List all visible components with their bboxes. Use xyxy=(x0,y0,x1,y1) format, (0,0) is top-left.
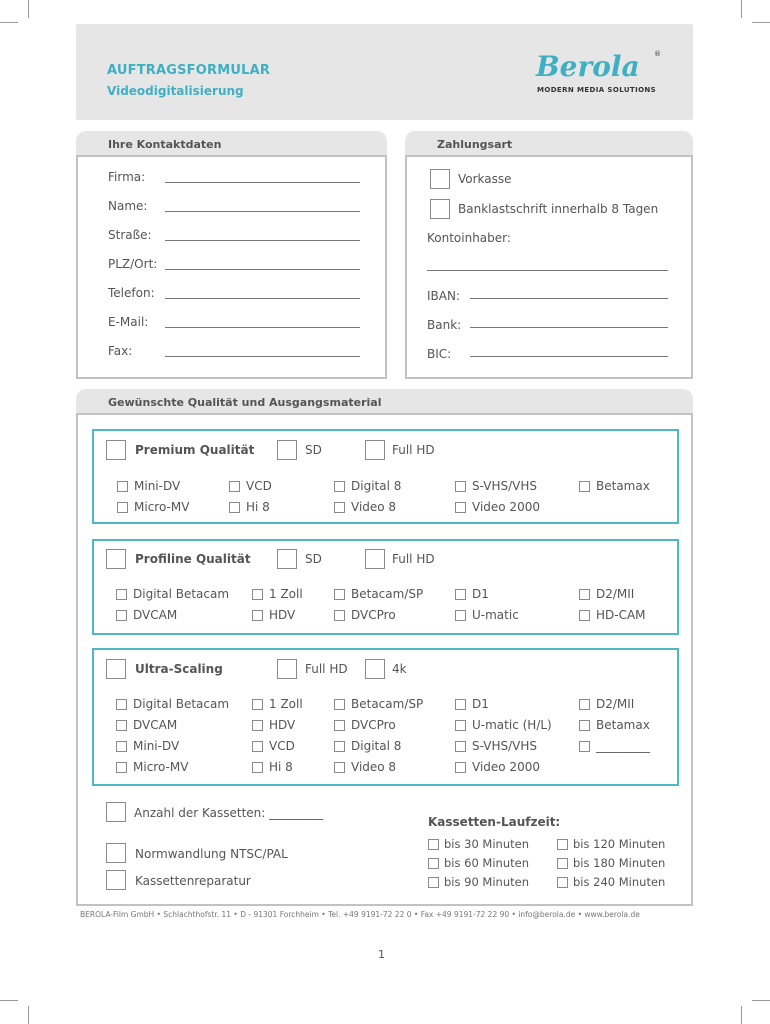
ultra-format-checkbox[interactable] xyxy=(334,699,345,710)
ultra-format-label: D1 xyxy=(472,697,489,711)
profiline-format-checkbox[interactable] xyxy=(116,610,127,621)
ultra-format-label: HDV xyxy=(269,718,296,732)
page-number: 1 xyxy=(378,948,385,961)
premium-format-label: Micro-MV xyxy=(134,500,190,514)
premium-format-checkbox[interactable] xyxy=(455,502,466,513)
quality-heading: Gewünschte Qualität und Ausgangsmaterial xyxy=(76,389,693,415)
footer-address: BEROLA-Film GmbH • Schlachthofstr. 11 • D - 91301 Forchheim • Tel. +49 9191-72 22 0 • Fax +49 9191-72 22 90 • info@berola.de • www.berola.de xyxy=(80,910,640,919)
ultra-format-checkbox[interactable] xyxy=(334,720,345,731)
contact-field-label: Firma: xyxy=(108,170,146,184)
premium-format-label: Hi 8 xyxy=(246,500,270,514)
premium-format-label: Digital 8 xyxy=(351,479,402,493)
profiline-format-label: DVCPro xyxy=(351,608,396,622)
ultra-format-label: Micro-MV xyxy=(133,760,189,774)
repair-checkbox[interactable] xyxy=(106,870,126,890)
contact-heading: Ihre Kontaktdaten xyxy=(76,131,387,157)
profiline-format-label: D1 xyxy=(472,587,489,601)
crop-mark xyxy=(752,1000,770,1001)
premium-format-checkbox[interactable] xyxy=(229,502,240,513)
ultra-format-checkbox[interactable] xyxy=(455,720,466,731)
contact-field-label: E-Mail: xyxy=(108,315,149,329)
ultra-format-checkbox[interactable] xyxy=(252,720,263,731)
premium-format-checkbox[interactable] xyxy=(455,481,466,492)
prepay-checkbox[interactable] xyxy=(430,169,450,189)
contact-field-label: Straße: xyxy=(108,228,152,242)
profiline-sd-label: SD xyxy=(305,552,322,566)
ultra-format-checkbox[interactable] xyxy=(334,762,345,773)
ultra-fullhd-label: Full HD xyxy=(305,662,348,676)
contact-field-label: Telefon: xyxy=(108,286,155,300)
profiline-format-label: HD-CAM xyxy=(596,608,646,622)
ultra-format-checkbox[interactable] xyxy=(579,741,590,752)
profiline-format-checkbox[interactable] xyxy=(334,589,345,600)
ultra-format-checkbox[interactable] xyxy=(334,741,345,752)
debit-label: Banklastschrift innerhalb 8 Tagen xyxy=(458,202,659,216)
crop-mark xyxy=(28,0,29,18)
runtime-checkbox[interactable] xyxy=(557,858,568,869)
account-holder-label: Kontoinhaber: xyxy=(427,231,511,245)
ntsc-checkbox[interactable] xyxy=(106,843,126,863)
profiline-format-checkbox[interactable] xyxy=(579,589,590,600)
profiline-title: Profiline Qualität xyxy=(135,552,251,566)
ultra-format-label: Hi 8 xyxy=(269,760,293,774)
ultra-format-label: D2/MII xyxy=(596,697,635,711)
ultra-format-checkbox[interactable] xyxy=(455,762,466,773)
profiline-format-checkbox[interactable] xyxy=(116,589,127,600)
bic-label: BIC: xyxy=(427,347,452,361)
premium-format-checkbox[interactable] xyxy=(334,481,345,492)
crop-mark xyxy=(0,1000,18,1001)
runtime-checkbox[interactable] xyxy=(428,858,439,869)
profiline-format-label: U-matic xyxy=(472,608,519,622)
ultra-format-checkbox[interactable] xyxy=(116,762,127,773)
iban-field[interactable] xyxy=(470,298,668,299)
contact-field-input[interactable] xyxy=(165,211,360,212)
profiline-format-label: Digital Betacam xyxy=(133,587,230,601)
contact-field-label: PLZ/Ort: xyxy=(108,257,158,271)
premium-sd-label: SD xyxy=(305,443,322,457)
premium-format-label: VCD xyxy=(246,479,272,493)
profiline-format-checkbox[interactable] xyxy=(579,610,590,621)
page-title: AUFTRAGSFORMULAR xyxy=(107,63,271,78)
contact-field-label: Name: xyxy=(108,199,148,213)
premium-format-label: S-VHS/VHS xyxy=(472,479,537,493)
ultra-4k-checkbox[interactable] xyxy=(365,659,385,679)
premium-format-label: Betamax xyxy=(596,479,650,493)
contact-field-input[interactable] xyxy=(165,298,360,299)
premium-format-label: Mini-DV xyxy=(134,479,181,493)
iban-label: IBAN: xyxy=(427,289,460,303)
profiline-sd-checkbox[interactable] xyxy=(277,549,297,569)
debit-checkbox[interactable] xyxy=(430,199,450,219)
contact-field-input[interactable] xyxy=(165,240,360,241)
crop-mark xyxy=(752,22,770,23)
ultra-format-checkbox[interactable] xyxy=(455,699,466,710)
ultra-checkbox[interactable] xyxy=(106,659,126,679)
page-subtitle: Videodigitalisierung xyxy=(107,84,244,98)
premium-sd-checkbox[interactable] xyxy=(277,440,297,460)
cassette-count-checkbox[interactable] xyxy=(106,802,126,822)
runtime-checkbox[interactable] xyxy=(557,839,568,850)
profiline-format-checkbox[interactable] xyxy=(252,610,263,621)
ultra-format-label: Mini-DV xyxy=(133,739,180,753)
ultra-format-checkbox[interactable] xyxy=(116,720,127,731)
svg-text:Berola: Berola xyxy=(536,50,640,83)
payment-heading: Zahlungsart xyxy=(405,131,693,157)
profiline-format-label: 1 Zoll xyxy=(269,587,303,601)
account-holder-field[interactable] xyxy=(427,270,668,271)
ultra-format-label: Betacam/SP xyxy=(351,697,424,711)
runtime-title: Kassetten-Laufzeit: xyxy=(428,815,561,829)
bic-field[interactable] xyxy=(470,356,668,357)
premium-fullhd-label: Full HD xyxy=(392,443,435,457)
premium-format-checkbox[interactable] xyxy=(334,502,345,513)
repair-label: Kassettenreparatur xyxy=(135,874,251,888)
runtime-checkbox[interactable] xyxy=(428,877,439,888)
bank-field[interactable] xyxy=(470,327,668,328)
ultra-format-label: U-matic (H/L) xyxy=(472,718,552,732)
ultra-format-label: _________ xyxy=(596,739,650,753)
profiline-format-label: DVCAM xyxy=(133,608,178,622)
bank-label: Bank: xyxy=(427,318,462,332)
profiline-format-checkbox[interactable] xyxy=(455,589,466,600)
premium-format-label: Video 2000 xyxy=(472,500,540,514)
ultra-format-checkbox[interactable] xyxy=(579,720,590,731)
prepay-label: Vorkasse xyxy=(458,172,512,186)
ultra-format-label: VCD xyxy=(269,739,295,753)
runtime-label: bis 180 Minuten xyxy=(573,856,666,870)
ultra-format-label: Video 8 xyxy=(351,760,397,774)
premium-fullhd-checkbox[interactable] xyxy=(365,440,385,460)
runtime-label: bis 60 Minuten xyxy=(444,856,529,870)
contact-field-label: Fax: xyxy=(108,344,133,358)
crop-mark xyxy=(741,1006,742,1024)
premium-format-checkbox[interactable] xyxy=(117,481,128,492)
profiline-format-label: D2/MII xyxy=(596,587,635,601)
logo-tagline: MODERN MEDIA SOLUTIONS xyxy=(537,86,657,94)
svg-text:®: ® xyxy=(654,50,661,58)
profiline-checkbox[interactable] xyxy=(106,549,126,569)
runtime-label: bis 120 Minuten xyxy=(573,837,666,851)
contact-field-input[interactable] xyxy=(165,269,360,270)
premium-checkbox[interactable] xyxy=(106,440,126,460)
ultra-format-label: 1 Zoll xyxy=(269,697,303,711)
ultra-format-label: Video 2000 xyxy=(472,760,540,774)
ultra-format-label: Betamax xyxy=(596,718,650,732)
berola-logo xyxy=(534,46,664,90)
ultra-format-checkbox[interactable] xyxy=(116,741,127,752)
premium-format-checkbox[interactable] xyxy=(229,481,240,492)
ultra-fullhd-checkbox[interactable] xyxy=(277,659,297,679)
crop-mark xyxy=(741,0,742,18)
ultra-format-checkbox[interactable] xyxy=(579,699,590,710)
runtime-label: bis 90 Minuten xyxy=(444,875,529,889)
profiline-format-checkbox[interactable] xyxy=(252,589,263,600)
profiline-fullhd-label: Full HD xyxy=(392,552,435,566)
crop-mark xyxy=(28,1006,29,1024)
ntsc-label: Normwandlung NTSC/PAL xyxy=(135,847,288,861)
premium-format-checkbox[interactable] xyxy=(579,481,590,492)
ultra-format-checkbox[interactable] xyxy=(116,699,127,710)
ultra-format-label: Digital 8 xyxy=(351,739,402,753)
ultra-format-checkbox[interactable] xyxy=(252,741,263,752)
ultra-format-label: DVCAM xyxy=(133,718,178,732)
runtime-label: bis 240 Minuten xyxy=(573,875,666,889)
ultra-format-checkbox[interactable] xyxy=(252,699,263,710)
runtime-label: bis 30 Minuten xyxy=(444,837,529,851)
ultra-format-checkbox[interactable] xyxy=(252,762,263,773)
ultra-format-label: S-VHS/VHS xyxy=(472,739,537,753)
premium-format-label: Video 8 xyxy=(351,500,397,514)
profiline-format-checkbox[interactable] xyxy=(455,610,466,621)
ultra-format-label: Digital Betacam xyxy=(133,697,230,711)
contact-field-input[interactable] xyxy=(165,356,360,357)
ultra-format-label: DVCPro xyxy=(351,718,396,732)
profiline-format-label: Betacam/SP xyxy=(351,587,424,601)
ultra-format-checkbox[interactable] xyxy=(455,741,466,752)
profiline-fullhd-checkbox[interactable] xyxy=(365,549,385,569)
runtime-checkbox[interactable] xyxy=(557,877,568,888)
contact-field-input[interactable] xyxy=(165,182,360,183)
profiline-format-label: HDV xyxy=(269,608,296,622)
profiline-format-checkbox[interactable] xyxy=(334,610,345,621)
runtime-checkbox[interactable] xyxy=(428,839,439,850)
ultra-4k-label: 4k xyxy=(392,662,407,676)
crop-mark xyxy=(0,22,18,23)
premium-title: Premium Qualität xyxy=(135,443,255,457)
cassette-count-label[interactable]: Anzahl der Kassetten: _________ xyxy=(134,806,324,820)
contact-field-input[interactable] xyxy=(165,327,360,328)
premium-format-checkbox[interactable] xyxy=(117,502,128,513)
ultra-title: Ultra-Scaling xyxy=(135,662,223,676)
